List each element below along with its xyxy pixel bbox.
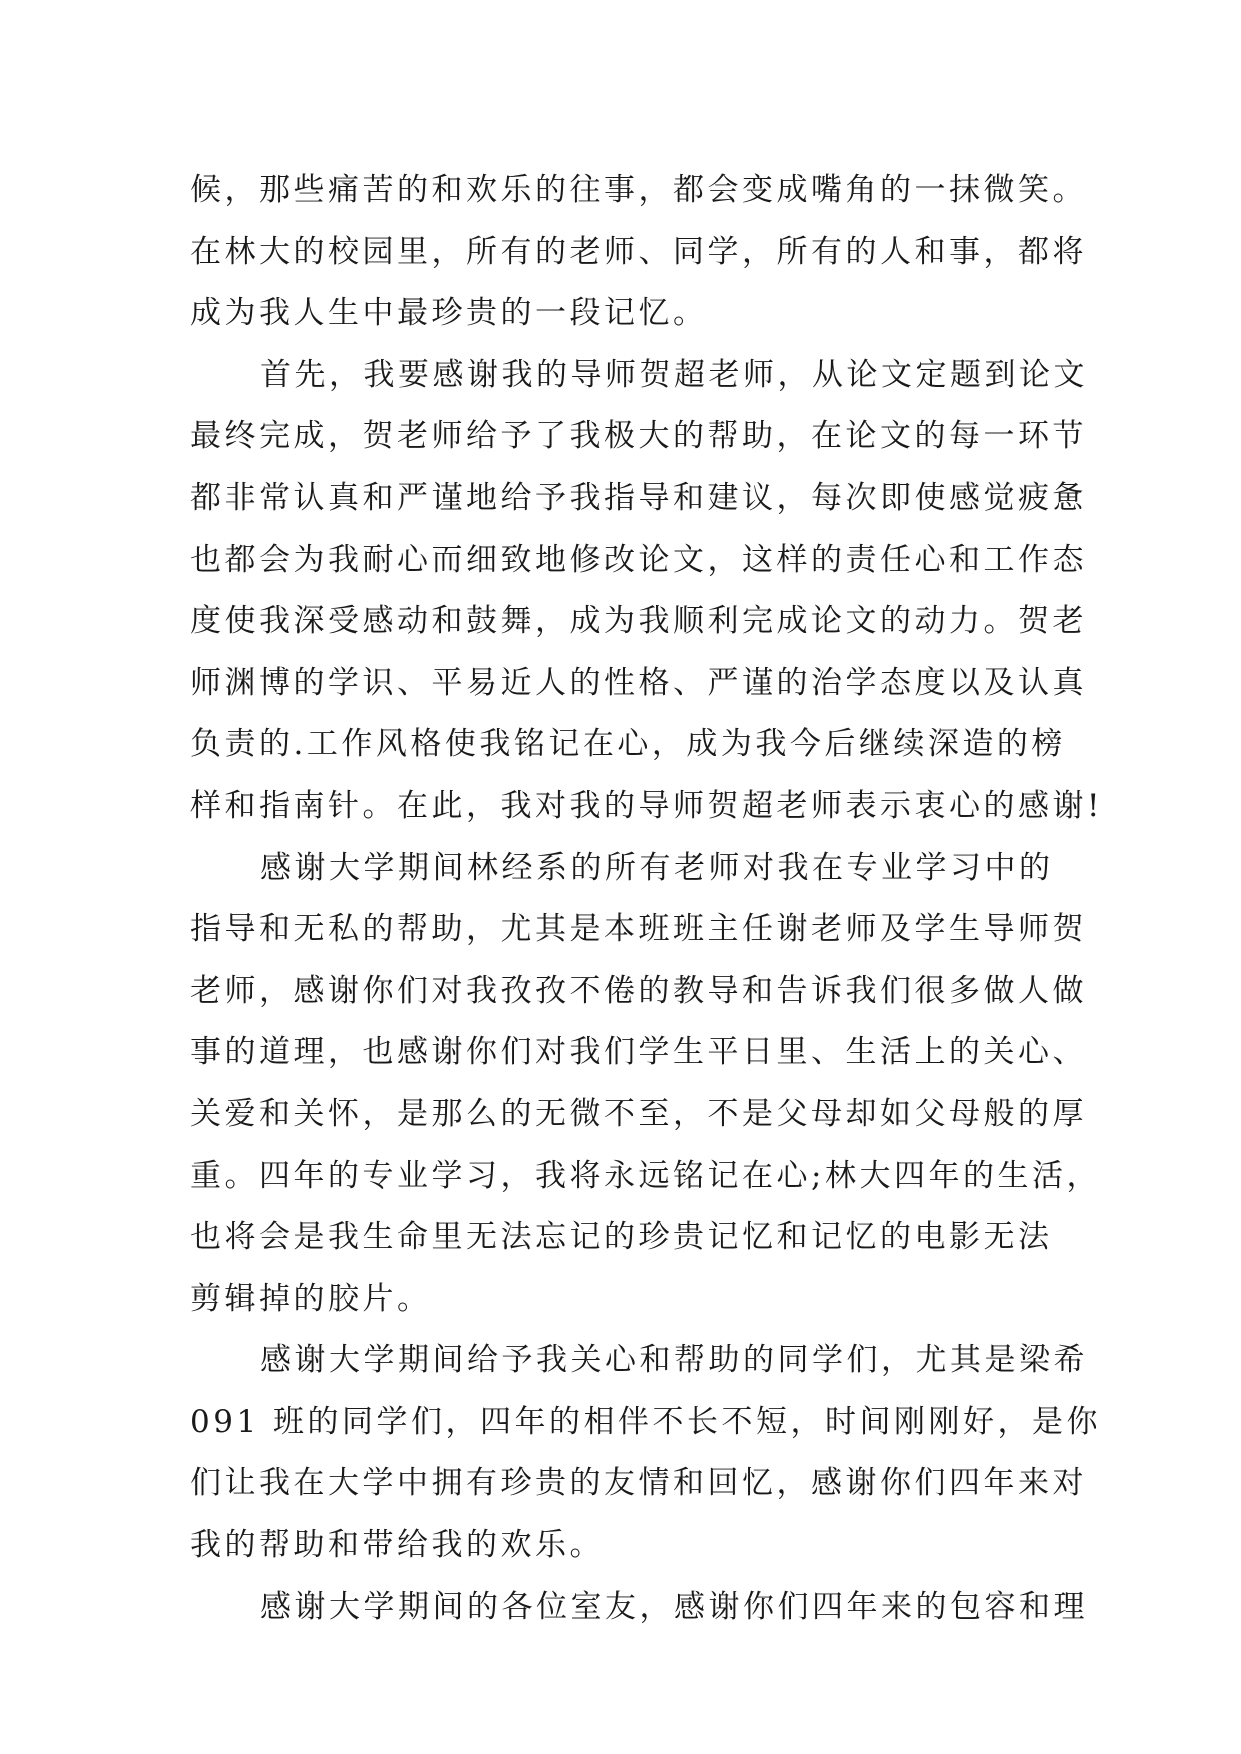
paragraph-first-line: 首先，我要感谢我的导师贺超老师，从论文定题到论文	[260, 356, 1088, 393]
body-text	[190, 160, 1103, 1638]
text-line: 事的道理，也感谢你们对我们学生平日里、生活上的关心、	[190, 1034, 1087, 1071]
text-line: 指导和无私的帮助，尤其是本班班主任谢老师及学生导师贺	[190, 911, 1087, 948]
text-line: 负责的.工作风格使我铭记在心，成为我今后继续深造的榜	[190, 726, 1066, 763]
text-line: 都非常认真和严谨地给予我指导和建议，每次即使感觉疲惫	[190, 479, 1087, 516]
text-line: 我的帮助和带给我的欢乐。	[190, 1527, 604, 1564]
text-line: 师渊博的学识、平易近人的性格、严谨的治学态度以及认真	[190, 664, 1087, 701]
text-line: 重。四年的专业学习，我将永远铭记在心;林大四年的生活，	[190, 1157, 1101, 1194]
text-line: 关爱和关怀，是那么的无微不至，不是父母却如父母般的厚	[190, 1095, 1087, 1132]
text-line: 成为我人生中最珍贵的一段记忆。	[190, 295, 708, 332]
paragraph-first-line: 感谢大学期间林经系的所有老师对我在专业学习中的	[260, 849, 1054, 886]
text-line: 也都会为我耐心而细致地修改论文，这样的责任心和工作态	[190, 541, 1087, 578]
text-line: 最终完成，贺老师给予了我极大的帮助，在论文的每一环节	[190, 418, 1087, 455]
paragraph-first-line: 感谢大学期间给予我关心和帮助的同学们，尤其是梁希	[260, 1342, 1088, 1379]
text-line: 老师，感谢你们对我孜孜不倦的教导和告诉我们很多做人做	[190, 972, 1087, 1009]
paragraph-first-line: 感谢大学期间的各位室友，感谢你们四年来的包容和理	[260, 1588, 1088, 1625]
text-line: 也将会是我生命里无法忘记的珍贵记忆和记忆的电影无法	[190, 1219, 1053, 1256]
text-line: 在林大的校园里，所有的老师、同学，所有的人和事，都将	[190, 233, 1087, 270]
text-line: 候，那些痛苦的和欢乐的往事，都会变成嘴角的一抹微笑。	[190, 172, 1087, 208]
text-line: 度使我深受感动和鼓舞，成为我顺利完成论文的动力。贺老	[190, 603, 1087, 640]
text-line: 剪辑掉的胶片。	[190, 1280, 432, 1317]
text-line: 样和指南针。在此，我对我的导师贺超老师表示衷心的感谢!	[190, 787, 1103, 824]
text-line: 091 班的同学们，四年的相伴不长不短，时间刚刚好，是你	[190, 1403, 1102, 1440]
text-line: 们让我在大学中拥有珍贵的友情和回忆，感谢你们四年来对	[190, 1465, 1087, 1502]
